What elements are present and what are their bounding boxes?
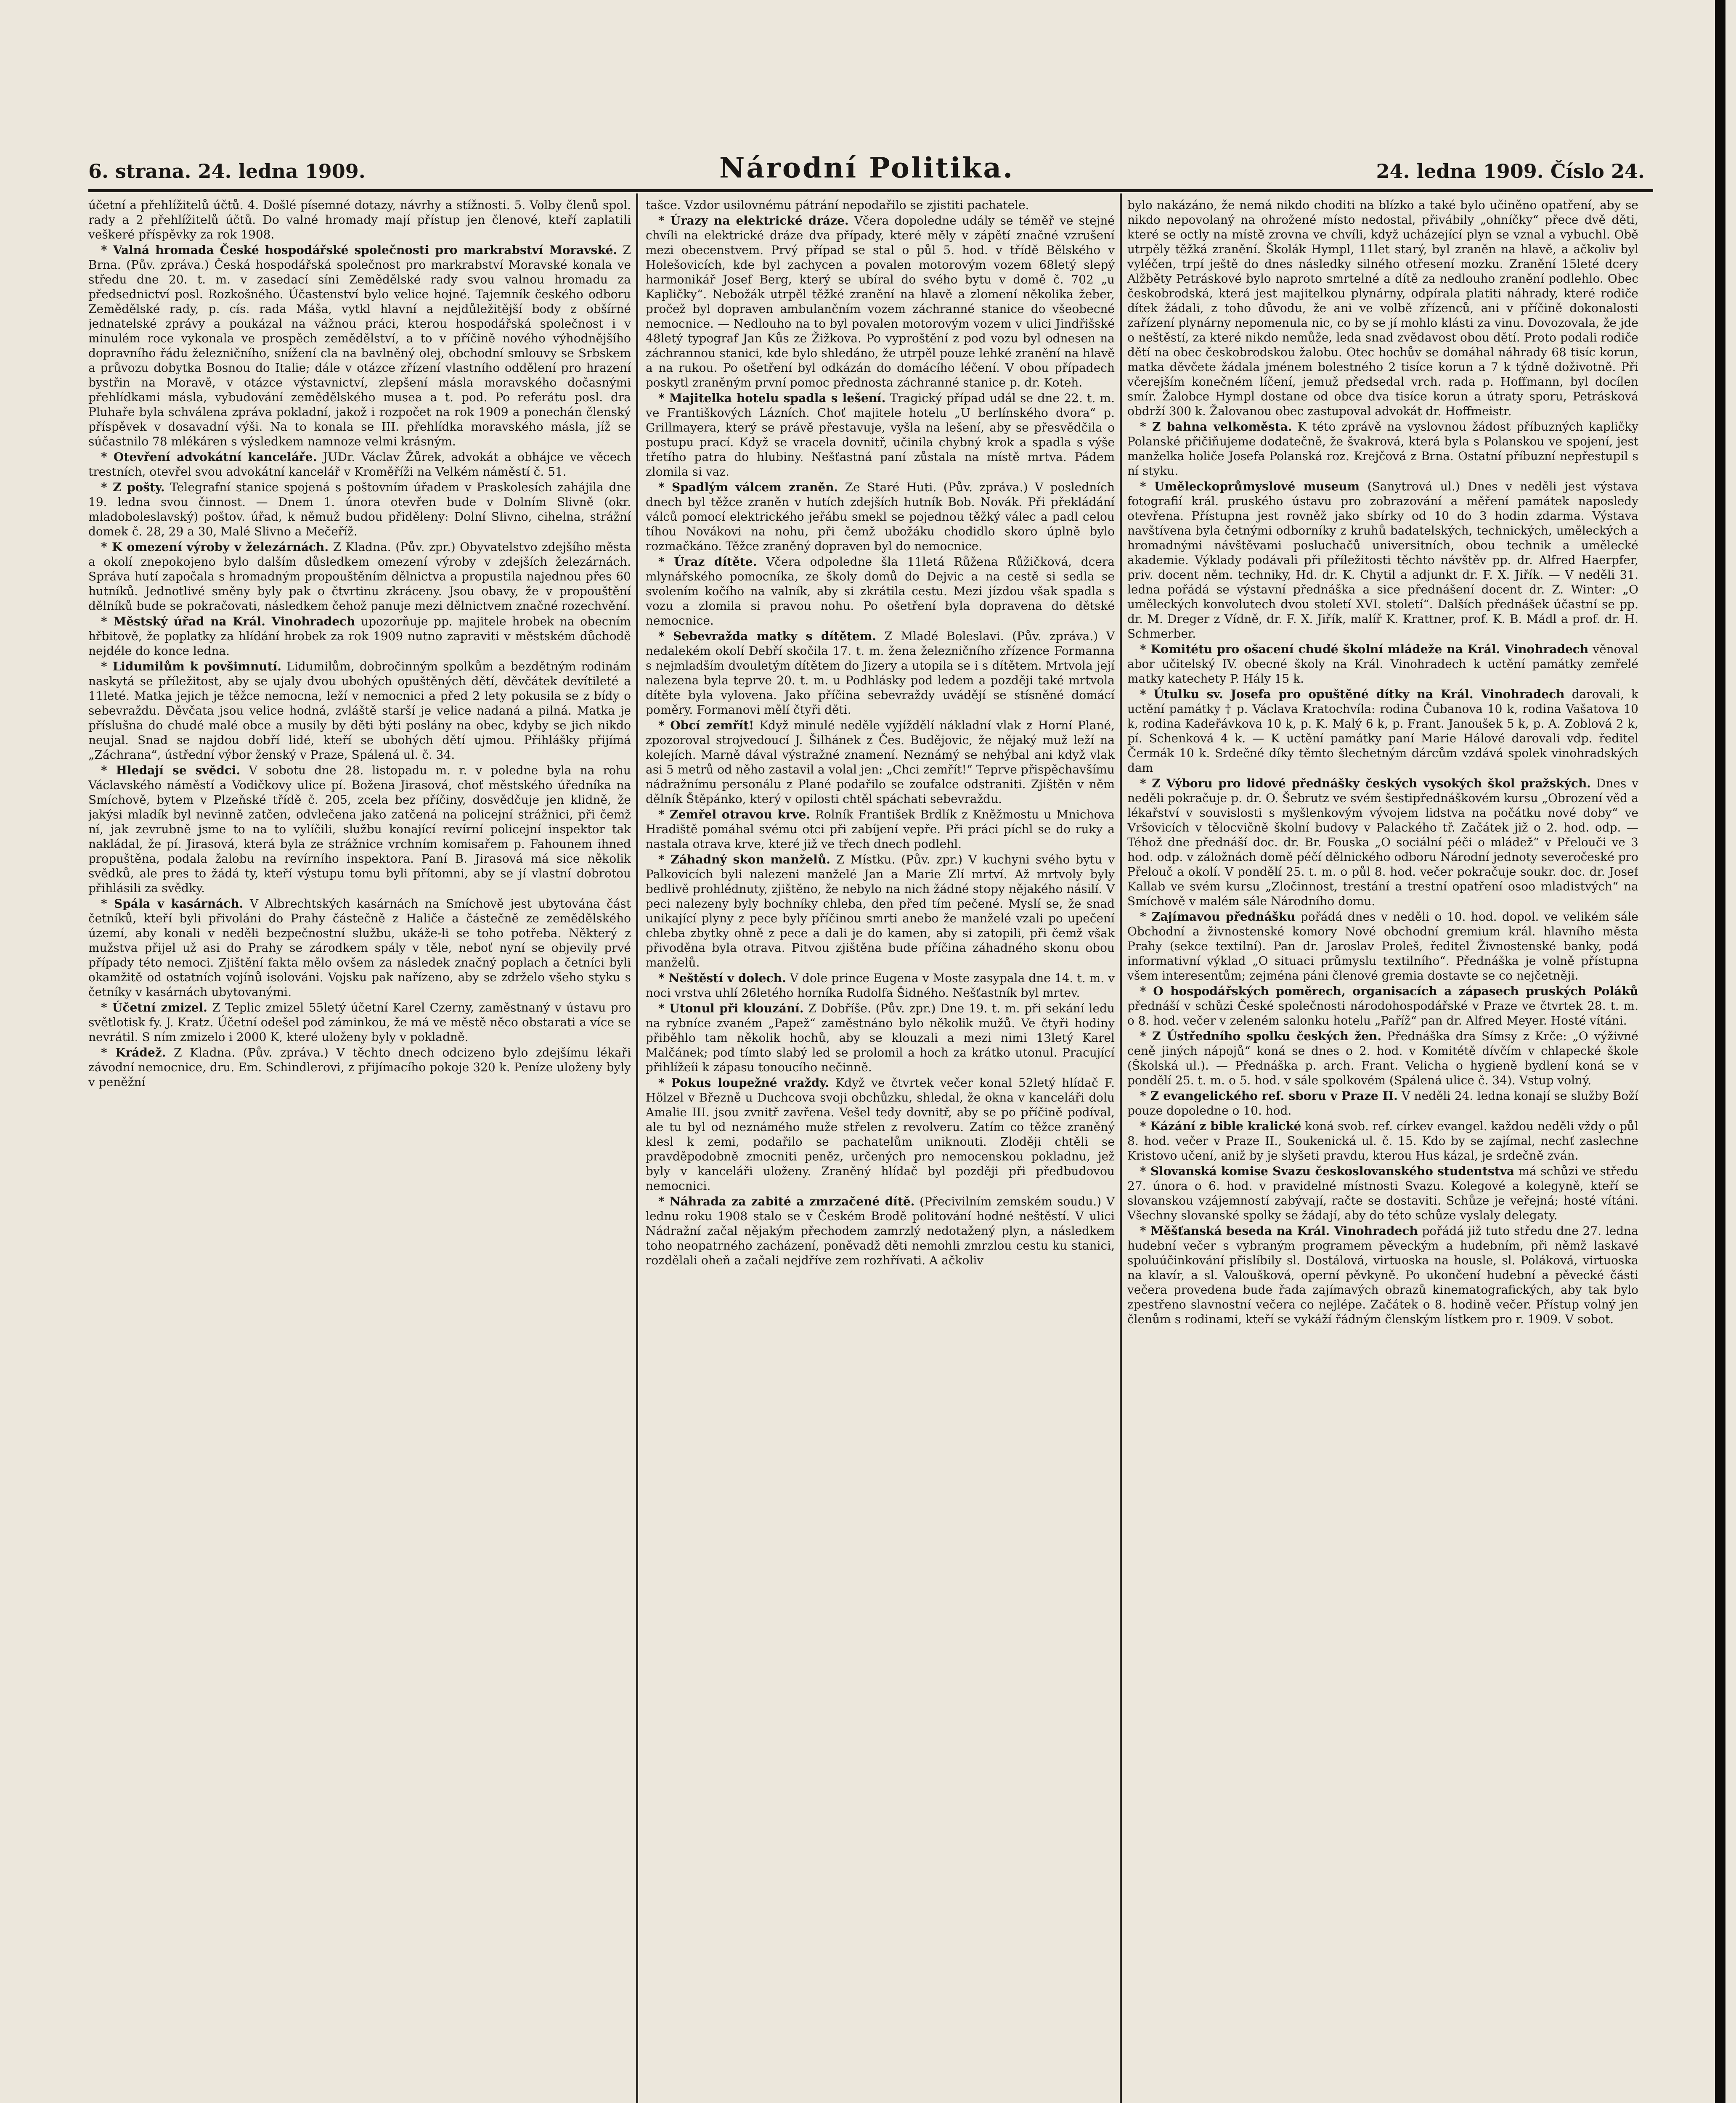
news-article: [88, 450, 631, 479]
article-text: Rolník František Brdlík z Kněžmostu u Mnichova Hradiště pomáhal svému otci při zabíjení vepře. Při práci píchl se do ruky a nastala otrava krve, které již ve třech dnech podlehl.: [646, 808, 1115, 851]
article-text: darovali, k uctění památky † p. Václava Kratochvíla: rodina Čubanova 10 k, rodina Vašatova 10 k, rodina Kadeřávkova 10 k, p. K. Malý 6 k, p. Frant. Janoušek 5 k, p. A. Zoblová 2 k, pí. Schenková 4 k. — K uctění památky paní Marie Hálové darovali vdp. ředitel Čermák 10 k. Srdečné díky těmto šlechetným dárcům vzdává spolek vinohradských dam: [1127, 687, 1638, 775]
article-title: * Spadlým válcem zraněn.: [658, 480, 838, 494]
page-number-date: 6. strana. 24. ledna 1909.: [88, 160, 366, 183]
news-article: [646, 213, 1115, 390]
article-text: Včera odpoledne šla 11letá Růžena Růžičková, dcera mlynářského pomocníka, ze školy domů do Dejvic a na cestě si sedla se svolením kočího na valník, aby si zkrátila cestu. Mezi jízdou však spadla s vozu a zlomila si pravou nohu. Po ošetření byla dopravena do dětské nemocnice.: [646, 555, 1115, 628]
news-article: [646, 198, 1115, 212]
article-title: * Valná hromada České hospodářské společnosti pro markrabství Moravské.: [101, 243, 618, 257]
article-text: Ze Staré Huti. (Pův. zpráva.) V posledních dnech byl těžce zraněn v hutích zdejších hutník Bob. Novák. Při překládání válců pomocí elektrického jeřábu smekl se pojednou těžký válec a padl celou tíhou Novákovi na nohu, při čemž ubožáku chodidlo skoro úplně bylo rozmačkáno. Těžce zraněný dopraven byl do nemocnice.: [646, 480, 1115, 553]
article-text: Z Místku. (Pův. zpr.) V kuchyni svého bytu v Palkovicích byli nalezeni manželé Jan a Marie Zlí mrtví. Až mrtvoly byly bedlivě prohlédnuty, zjištěno, že nebylo na nich žádné stopy nějakého násilí. V peci nalezeny byly bochníky chleba, den před tím pečené. Myslí se, že snad unikající plyny z pece byly příčinou smrti anebo že manželé vzali po upečení chleba zbytky ohně z pece a dali je do kamen, aby si zatopili, při čemž však přivoděna byla otrava. Pitvou zjištěna bude příčina záhadného skonu obou manželů.: [646, 853, 1115, 969]
article-text: Z Mladé Boleslavi. (Pův. zpráva.) V nedalekém okolí Debří skočila 17. t. m. žena železničního zřízence Formanna s nejmladším dvouletým dítětem do Jizery a utopila se i s dítětem. Mrtvola její nalezena byla teprve 20. t. m. u Podhlásky pod ledem a později také mrtvola dítěte byla vylovena. Jako příčina sebevraždy uvádějí se stísněné domácí poměry. Formanovi mělí čtyři děti.: [646, 629, 1115, 717]
news-article: [646, 554, 1115, 628]
article-title: * Spála v kasárnách.: [101, 897, 244, 911]
column-divider: [636, 193, 638, 2103]
news-article: [88, 614, 631, 658]
news-article: [1127, 479, 1638, 641]
news-article: [646, 629, 1115, 717]
news-article: [1127, 984, 1638, 1028]
article-text: (Sanytrová ul.) Dnes v neděli jest výstava fotografií král. pruského ústavu pro zobrazování a měření památek naposledy otevřena. Přístupna jest rovněž jako sbírky od 10 do 3 hodin zdarma. Výstava navštívena byla četnými odborníky z kruhů badatelských, technických, uměleckých a hromadnými návštěvami posluchačů universitních, obou technik a umělecké akademie. Výklady podávali při příležitosti těchto návštěv pp. dr. Alfred Haerpfer, priv. docent něm. techniky, Hd. dr. K. Chytil a adjunkt dr. F. X. Jiřík. — V neděli 31. ledna pořádá se výstavní přednáška a sice přednášení docent dr. Z. Winter: „O uměleckých konvolutech dvou století XVI. století“. Dalších přednášek účastní se pp. dr. M. Dreger z Vídně, dr. F. X. Jiřík, malíř K. Krattner, prof. K. B. Mádl a prof. dr. H. Schmerber.: [1127, 479, 1638, 641]
article-text: přednáší v schůzi České společnosti národohospodářské v Praze ve čtvrtek 28. t. m. o 8. hod. večer v zeleném salonku hotelu „Paříž“ pan dr. Alfred Meyer. Hosté vítáni.: [1127, 999, 1638, 1028]
column-2: [646, 198, 1115, 2103]
article-title: * Neštěstí v dolech.: [658, 971, 786, 985]
article-title: * Úrazy na elektrické dráze.: [658, 214, 849, 228]
news-article: [1127, 776, 1638, 908]
article-title: * Majitelka hotelu spadla s lešení.: [658, 391, 886, 405]
article-text: (Přecivilním zemském soudu.) V lednu roku 1908 stalo se v Českém Brodě politování hodné neštěstí. V ulici Nádražní začal nějakým přechodem zamrzlý nedotažený plyn, a následkem toho neopatrného zacházení, poněvadž děti nemohli zmrzlou cestu ku stanici, rozdělali oheň a začali nejdříve zem rozhřívati. A ačkoliv: [646, 1195, 1115, 1267]
article-text: V sobotu dne 28. listopadu m. r. v poledne byla na rohu Václavského náměstí a Vodičkovy ulice pí. Božena Jirasová, choť městského úředníka na Smíchově, bytem v Plzeňské třídě č. 205, zcela bez příčiny, dosvědčuje jen klidně, že jakýsi mladík byl nevinně zatčen, odvlečena jako zatčená na policejní strážnici, při čemž ní, jak zevrubně jsme to na to vylíčili, službu konající revírní policejní inspektor tak nakládal, že pí. Jirasová, která byla ze strážnice vrchním komisařem p. Fahounem ihned propuštěna, podala žalobu na revírního inspektora. Paní B. Jirasová má sice několik svědků, ale pres to žádá ty, kteří výstupu tomu byli přítomni, aby se jí vlastní dobrotou přihlásili za svědky.: [88, 763, 631, 895]
column-divider: [1120, 193, 1122, 2103]
article-title: * Účetní zmizel.: [101, 1001, 207, 1014]
news-article: [646, 852, 1115, 970]
article-text: Z Kladna. (Pův. zpráva.) V těchto dnech odcizeno bylo zdejšímu lékaři závodní nemocnice, dru. Em. Schindlerovi, z přijímacího pokoje 320 k. Peníze uloženy byly v peněžní: [88, 1046, 631, 1089]
article-title: * Náhrada za zabité a zmrzačené dítě.: [658, 1195, 915, 1208]
masthead-title: Národní Politika.: [719, 151, 1015, 184]
article-text: Z Brna. (Pův. zpráva.) Česká hospodářská společnost pro markrabství Moravské konala ve středu dne 20. t. m. v zasedací síni Zemědělské rady svou valnou hromadu za předsednictví posl. Rozkošného. Účastenství bylo velice hojné. Tajemník českého odboru Zemědělské rady, p. cís. rada Máša, vytkl hlavní a nejdůležitější body z obšírné jednatelské zprávy a poukázal na vážnou práci, kterou hospodářská společnost i v minulém roce vykonala ve prospěch zemědělství, a to v příčině nového výhodnějšího dopravního řádu železničního, snížení cla na bavlněný olej, obchodní smlouvy se Srbskem a průvozu dobytka Bosnou do Italie; dále v otázce zřízení vlastního oddělení pro hrazení bystřin na Moravě, v otázce výstavnictví, zlepšení másla moravského dočasnými přehlídkami másla, vybudování zemědělského musea a t. pod. Po referátu posl. dra Pluhaře byla schválena zpráva pokladní, jakož i rozpočet na rok 1909 a ponechán členský příspěvek v dosavadní výši. Na to konala se III. přehlídka moravského másla, jíž se súčastnilo 78 mlékáren s výsledkem namnoze velmi krásným.: [88, 243, 631, 448]
news-article: [1127, 1089, 1638, 1118]
article-text: koná svob. ref. církev evangel. každou neděli vždy o půl 8. hod. večer v Praze II., Soukenická ul. č. 15. Kdo by se zajímal, nechť zaslechne Kristovo učení, aniž by je slyšeti pravdu, kterou Hus kázal, je srdečně zván.: [1127, 1119, 1638, 1163]
news-article: [1127, 1119, 1638, 1163]
issue-number-date: 24. ledna 1909. Číslo 24.: [1376, 160, 1645, 183]
article-title: * Lidumilům k povšimnutí.: [101, 660, 281, 673]
article-title: * Kázání z bible kralické: [1140, 1119, 1301, 1133]
article-title: * Sebevražda matky s dítětem.: [658, 629, 876, 643]
news-article: [646, 1001, 1115, 1075]
article-text: účetní a přehlížitelů účtů. 4. Došlé písemné dotazy, návrhy a stížnosti. 5. Volby členů spol. rady a 2 přehlížitelů účtů. Do valné hromady mají přístup jen členové, kteří zaplatili veškeré příspěvky za rok 1908.: [88, 198, 631, 241]
article-text: pořádá dnes v neděli o 10. hod. dopol. ve velikém sále Obchodní a živnostenské komory Nové obchodní gremium král. hlavního města Prahy (sekce textilní). Pan dr. Jaroslav Proleš, ředitel Živnostenské banky, podá informativní výklad „O situaci průmyslu textilního“. Přednáška je volně přístupna všem interesentům; zejména páni členové gremia dostavte se co nejčetněji.: [1127, 910, 1638, 983]
news-article: [88, 540, 631, 613]
article-text: bylo nakázáno, že nemá nikdo choditi na blízko a také bylo učiněno opatření, aby se nikdo nepovolaný na ohrožené místo nedostal, přivábily „ohníčky“ přece dvě děti, které se octly na místě zrovna ve chvíli, když ucházející plyn se vznal a vybuchl. Obě utrpěly těžká zranění. Školák Hympl, 11let starý, byl zraněn na hlavě, a ačkoliv byl vyléčen, trpí ještě do dnes následky silného otřesení mozku. Zranění 15leté dcery Alžběty Petráskové bylo naproto smrtelné a dítě za nedlouho zranění podlehlo. Obec českobrodská, která jest majitelkou plynárny, odpírala platiti náhrady, které rodiče dítek žádali, z toho důvodu, že ani ve volbě zřízenců, ani v příčině dokonalosti zařízení plynárny nepomenula nic, co by se jí mohlo klásti za vinu. Dovozovala, že jde o neštěstí, za které nikdo nemůže, leda snad zvědavost obou dětí. Proto podali rodiče dětí na obec českobrodskou žalobu. Otec hochův se domáhal náhrady 68 tisíc korun, matka děvčete žádala jménem bolestného 2 tisíce korun a 7 k týdně doživotně. Při včerejším konečném líčení, jemuž předsedal vrch. rada p. Hoffmann, byl docílen smír. Žalobce Hympl dostane od obce dva tisíce korun a útraty sporu, Petrásková obdrží 300 k. Žalovanou obec zastupoval advokát dr. Hoffmeistr.: [1127, 198, 1638, 418]
article-title: * Hledají se svědci.: [101, 763, 241, 777]
article-title: * O hospodářských poměrech, organisacích a zápasech pruských Poláků: [1140, 984, 1638, 998]
article-text: Přednáška dra Símsy z Krče: „O výživné ceně jiných nápojů“ koná se dnes o 2. hod. v Komitétě dívčím v chlapecké škole (Školská ul.). — Přednáška p. arch. Frant. Velicha o hygieně bydlení koná se v pondělí 25. t. m. o 5. hod. v sále spolkovém (Spálená ulice č. 34). Vstup volný.: [1127, 1029, 1638, 1087]
article-text: V neděli 24. ledna konají se služby Boží pouze dopoledne o 10. hod.: [1127, 1089, 1638, 1118]
article-title: * Z evangelického ref. sboru v Praze II.: [1140, 1089, 1398, 1103]
header-rule: [88, 189, 1653, 192]
column-1: [88, 198, 631, 2103]
news-article: [1127, 198, 1638, 418]
article-title: * Zemřel otravou krve.: [658, 808, 811, 821]
news-article: [1127, 419, 1638, 478]
article-title: * Otevření advokátní kanceláře.: [101, 450, 317, 464]
article-title: * Obcí zemřít!: [658, 718, 754, 732]
article-title: * K omezení výroby v železárnách.: [101, 540, 329, 554]
news-article: [646, 718, 1115, 806]
article-title: * Komitétu pro ošacení chudé školní mládeže na Král. Vinohradech: [1140, 642, 1589, 656]
article-title: * Z Výboru pro lidové přednášky českých vysokých škol pražských.: [1140, 776, 1591, 790]
article-text: Když ve čtvrtek večer konal 52letý hlídač F. Hölzel v Březně u Duchcova svoji obchůzku, shledal, že okna v kanceláři dolu Amalie III. jsou zvnitř zavřena. Vešel tedy dovnitř, aby se po příčině podíval, ale tu byl od neznámého muže střelen z revolveru. Zatím co těžce zraněný klesl k zemi, podařilo se pachatelům uniknouti. Zloději chtěli se pravděpodobně zmocniti peněz, určených pro nemocenskou pokladnu, jež byly v kanceláři uloženy. Zraněný hlídač byl později při předbudovou nemocnici.: [646, 1076, 1115, 1193]
news-article: [646, 807, 1115, 851]
article-text: JUDr. Václav Žůrek, advokát a obhájce ve věcech trestních, otevřel svou advokátní kancelář v Kroměříži na Velkém náměstí č. 51.: [88, 450, 631, 479]
article-title: * Z Ústředního spolku českých žen.: [1140, 1029, 1382, 1043]
article-text: Když minulé neděle vyjíždělí nákladní vlak z Horní Plané, zpozoroval strojvedoucí J. Šilhánek z Čes. Budějovic, že nějaký muž leží na kolejích. Marně dával výstražné znamení. Neznámý se nehýbal ani když vlak asi 5 metrů od něho zastavil a volal jen: „Chci zemřít!“ Teprve přispěchavšímu nádražnímu personálu z Plané podařilo se zoufalce odstraniti. Zjištěn v něm dělník Štěpánko, který v opilosti chtěl spáchati sebevraždu.: [646, 718, 1115, 806]
article-text: Z Dobříše. (Pův. zpr.) Dne 19. t. m. při sekání ledu na rybníce zvaném „Papež“ zaměstnáno bylo několik mužů. Ve čtyři hodiny přiběhlo tam několik hochů, aby se klouzali a mezi nimi 13letý Karel Malčánek; pod tímto slabý led se prolomil a hoch za krátko utonul. Pracující přihlížeíi k zápasu tonoucího nečinně.: [646, 1001, 1115, 1074]
article-text: tašce. Vzdor usilovnému pátrání nepodařilo se zjistiti pachatele.: [646, 198, 1029, 212]
article-title: * Z bahna velkoměsta.: [1140, 420, 1292, 434]
article-title: * Uměleckoprůmyslové museum: [1140, 479, 1360, 493]
article-text: Dnes v neděli pokračuje p. dr. O. Šebrutz ve svém šestipřednáškovém kursu „Obrození věd a lékařství v souvislosti s myšlenkovým vývojem lidstva na počátku nové doby“ ve Vršovicích v tělocvičně školní budovy v Palackého tř. Začátek již o 2. hod. odp. — Téhož dne přednáší doc. dr. Br. Fouska „O sociální péči o mládež“ v Přelouči ve 3 hod. odp. v záložnách domě péčí dělnického odboru Národní jednoty severočeské pro Přelouč a okolí. V pondělí 25. t. m. o půl 8. hod. večer pokračuje soukr. doc. dr. Josef Kallab ve svém kursu „Zločinnost, trestání a trestní opatření osoo mladistvých“ na Smíchově v malém sále Národního domu.: [1127, 776, 1638, 908]
news-article: [88, 659, 631, 762]
news-article: [1127, 1164, 1638, 1223]
news-article: [646, 1075, 1115, 1193]
article-title: * Útulku sv. Josefa pro opuštěné dítky na Král. Vinohradech: [1140, 687, 1565, 701]
news-article: [88, 896, 631, 999]
article-title: * Utonul při klouzání.: [658, 1001, 804, 1015]
column-3: [1127, 198, 1638, 2103]
news-article: [646, 480, 1115, 554]
article-title: * Úraz dítěte.: [658, 555, 757, 569]
article-text: K této zprávě na vyslovnou žádost příbuzných kapličky Polanské přičiňujeme dodatečně, že švakrová, která byla s Polanskou ve spojení, jest manželka holiče Josefa Polanská roz. Krejčová z Brna. Ostatní příbuzní nepřestupil s ní styku.: [1127, 420, 1638, 478]
news-article: [646, 391, 1115, 479]
page-edge-shadow: [1715, 0, 1725, 2103]
article-title: * Záhadný skon manželů.: [658, 853, 830, 866]
news-article: [88, 480, 631, 539]
news-article: [1127, 1029, 1638, 1088]
article-title: * Městský úřad na Král. Vinohradech: [101, 614, 355, 628]
article-text: pořádá již tuto středu dne 27. ledna hudební večer s vybraným programem pěveckým a hudebním, při němž laskavé spoluúčinkování přislíbily sl. Dostálová, virtuoska na housle, sl. Poláková, virtuoska na klavír, a sl. Valoušková, operní pěvkyně. Po ukončení hudební a pěvecké části večera provedena bude řada zajímavých obrazů kinematografických, aby tak bylo zpestřeno slavnostní večera co nejlépe. Začátek o 8. hodině večer. Přístup volný jen členům s rodinami, kteří se vykáží řádným členským lístkem pro r. 1909. V sobot.: [1127, 1224, 1638, 1326]
article-text: Telegrafní stanice spojená s poštovním úřadem v Praskolesích zahájila dne 19. ledna svou činnost. — Dnem 1. února otevřen bude v Dolním Slivně (okr. mladoboleslavský) poštov. úřad, k němuž budou přiděleny: Dolní Slivno, cihelna, strážní domek č. 28, 29 a 30, Malé Slivno a Mečeříž.: [88, 480, 631, 538]
article-title: * Krádež.: [101, 1046, 166, 1059]
news-article: [646, 971, 1115, 1000]
article-text: V Albrechtských kasárnách na Smíchově jest ubytována část četníků, kteří byli přivoláni do Prahy částečně z Haliče a částečně ze zemědělského území, aby konali v neděli bezpečnostní službu, ukáže-li se toho potřeba. Některý z mužstva přijel už asi do Prahy se zárodkem spály v těle, neboť nyní se objevily prvé případy této nemoci. Zjištění fakta mělo ovšem za následek značný poplach a četníci byli okamžitě od ostatních vojínů isolováni. Vojsku pak nařízeno, aby se zdrželo všeho styku s četníky v kasárnách ubytovanými.: [88, 897, 631, 999]
article-text: Tragický případ udál se dne 22. t. m. ve Františkových Lázních. Choť majitele hotelu „U berlínského dvora“ p. Grillmayera, který se právě přestavuje, vyšla na lešení, aby se přesvědčila o postupu prací. Když se vracela dovnitř, učinila chybný krok a spadla s výše třetího patra do hlubiny. Nešťastná paní zůstala na místě mrtva. Pádem zlomila si vaz.: [646, 391, 1115, 479]
news-article: [88, 1000, 631, 1044]
news-article: [88, 763, 631, 895]
news-article: [1127, 909, 1638, 983]
article-title: * Pokus loupežné vraždy.: [658, 1076, 830, 1090]
article-text: Lidumilům, dobročinným spolkům a bezdětným rodinám naskytá se příležitost, aby se ujaly dvou ubohých opuštěných dětí, děvčátek devítileté a 11leté. Matka jejich je těžce nemocna, leží v nemocnici a před 2 lety pokusila se z bídy o sebevraždu. Děvčata jsou velice hodná, zvláště starší je velice nadaná a pilná. Matka je příslušna do chudé malé obce a musily by děti býti poslány na obec, kdyby se jich nikdo neujal. Snad se najdou dobří lidé, kteří se ubohých dětí ujmou. Přihlášky přijímá „Záchrana“, ústřední výbor ženský v Praze, Spálená ul. č. 34.: [88, 660, 631, 762]
article-title: * Z pošty.: [101, 480, 165, 494]
news-article: [646, 1194, 1115, 1268]
article-title: * Zajímavou přednášku: [1140, 910, 1296, 924]
news-article: [1127, 687, 1638, 775]
article-text: Z Kladna. (Pův. zpr.) Obyvatelstvo zdejšího města a okolí znepokojeno bylo dalším důsledkem omezení výroby v zdejších železárnách. Správa hutí započala s hromadným propouštěním dělnictva a propustila najednou přes 60 hutníků. Jednotlivé směny byly pak o čtvrtinu zkráceny. Jsou obavy, že v propouštění dělníků bude se pokračovati, následkem čehož panuje mezi dělnictvem značné rozechvění.: [88, 540, 631, 613]
article-text: Včera dopoledne udály se téměř ve stejné chvíli na elektrické dráze dva případy, které měly v zápětí značné vzrušení mezi obecenstvem. Prvý případ se stal o půl 5. hod. v třídě Bělského v Holešovicích, kde byl zachycen a povalen motorovým vozem 68letý slepý harmonikář Josef Berg, který se ubíral do svého bytu v domě č. 702 „u Kapličky“. Nebožák utrpěl těžké zranění na hlavě a zlomení několika žeber, pročež byl dopraven ambulančním vozem záchranné stanice do všeobecné nemocnice. — Nedlouho na to byl povalen motorovým vozem v ulici Jindřišské 48letý typograf Jan Kůs ze Žižkova. Po vyproštění z pod vozu byl odnesen na záchrannou stanici, kde bylo shledáno, že utrpěl pouze lehké zranění na hlavě a na rukou. Po ošetření byl odkázán do domácího léčení. V obou případech poskytl zraněným první pomoc přednosta záchranné stanice p. dr. Koteh.: [646, 214, 1115, 389]
article-text: má schůzi ve středu 27. února o 6. hod. v pravidelné místnosti Svazu. Kolegové a kolegyně, kteří se slovanskou vzájemností zabývají, račte se dostaviti. Schůze je veřejná; hosté vítáni. Všechny slovanské spolky se žádají, aby do této schůze vyslaly delegaty.: [1127, 1164, 1638, 1222]
page-header: [88, 151, 1645, 202]
article-title: * Slovanská komise Svazu českoslovanského studentstva: [1140, 1164, 1515, 1178]
news-article: [88, 1045, 631, 1089]
article-title: * Měšťanská beseda na Král. Vinohradech: [1140, 1224, 1418, 1238]
article-text: věnoval abor učitelský IV. obecné školy na Král. Vinohradech k uctění památky zemřelé matky katechety P. Hály 15 k.: [1127, 642, 1638, 686]
article-text: Z Teplic zmizel 55letý účetní Karel Czerny, zaměstnaný v ústavu pro světlotisk fy. J. Kratz. Účetní odešel pod záminkou, že má ve městě něco obstarati a více se nevrátil. S ním zmizelo i 2000 K, které uloženy byly v pokladně.: [88, 1001, 631, 1044]
news-article: [88, 243, 631, 449]
news-article: [1127, 642, 1638, 686]
article-text: V dole prince Eugena v Moste zasypala dne 14. t. m. v noci vrstva uhlí 26letého horníka Rudolfa Šidného. Nešťastník byl mrtev.: [646, 971, 1115, 1000]
article-text: upozorňuje pp. majitele hrobek na obecním hřbitově, že poplatky za hlídání hrobek za rok 1909 nutno zapraviti v městském důchodě nejdéle do konce ledna.: [88, 614, 631, 658]
news-article: [1127, 1224, 1638, 1327]
news-article: [88, 198, 631, 242]
